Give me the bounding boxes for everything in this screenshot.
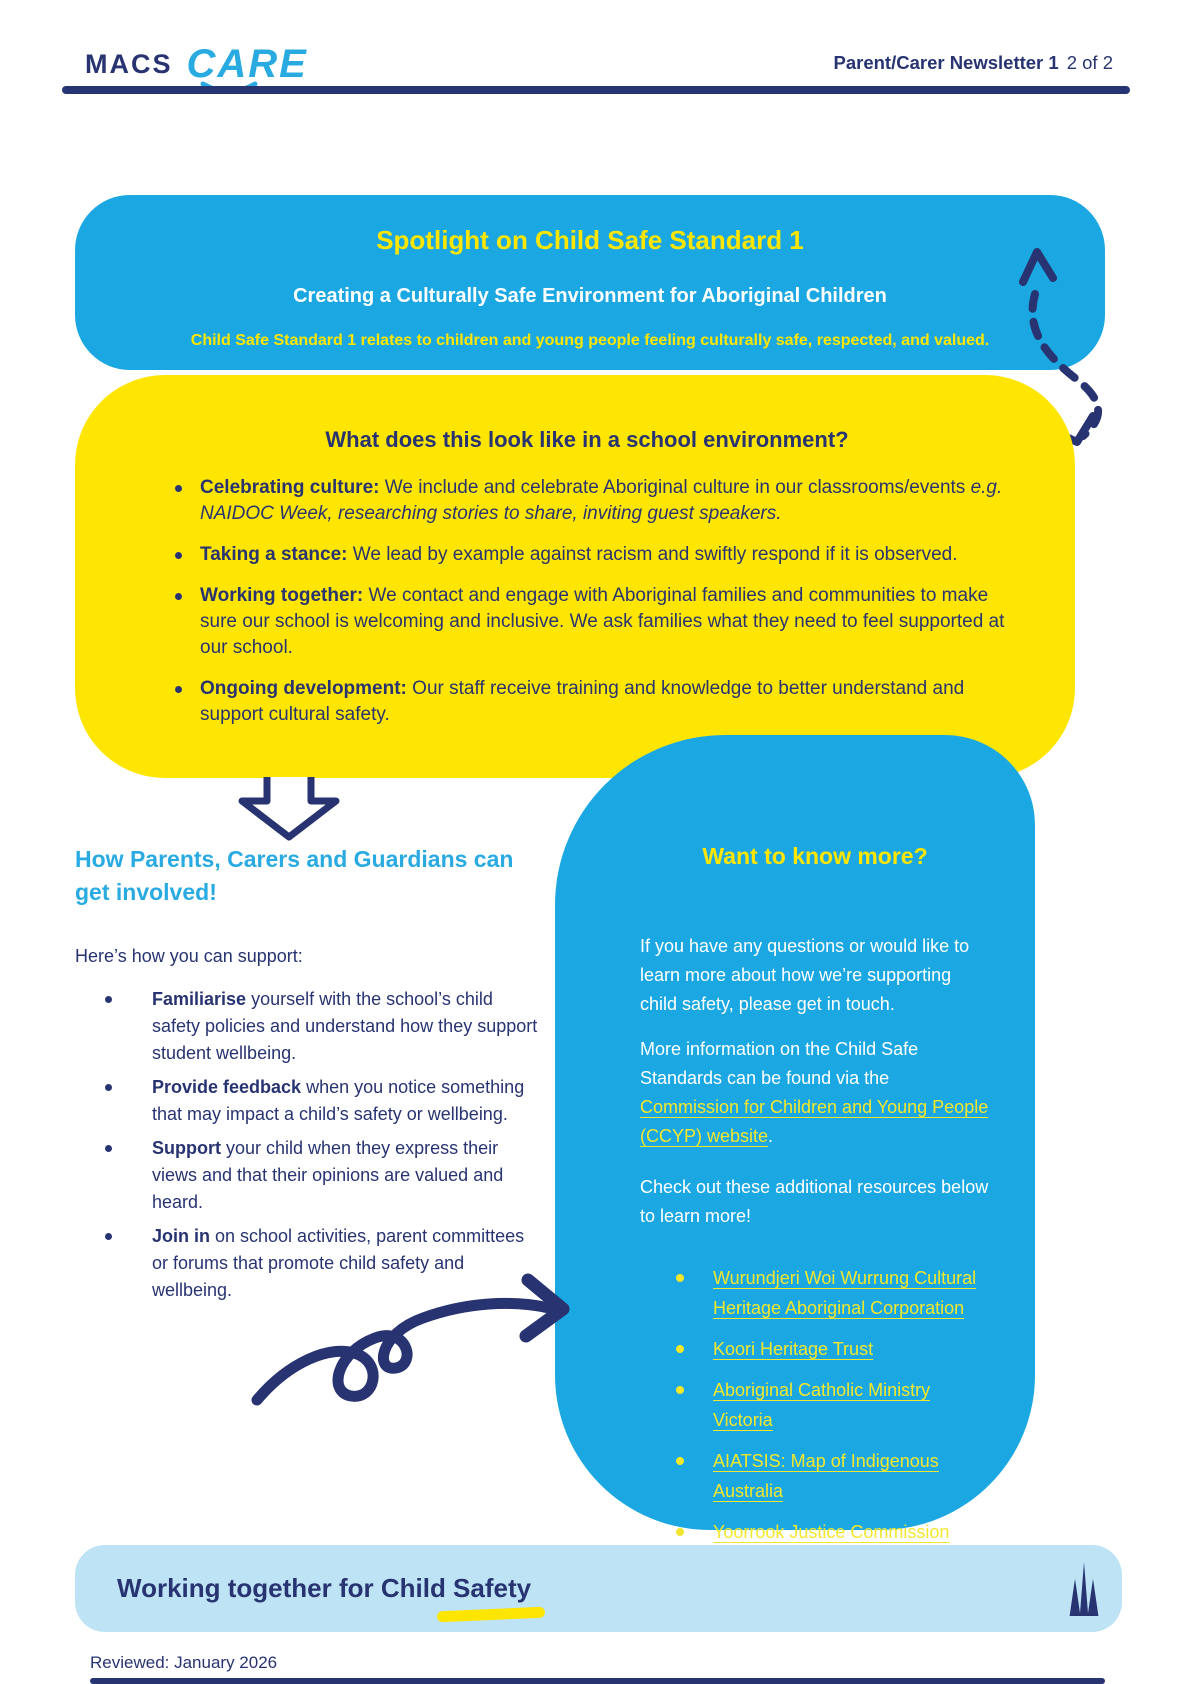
header-divider xyxy=(62,86,1130,94)
footer-banner-text: Working together for Child Safety xyxy=(117,1573,532,1603)
resource-links-list xyxy=(640,1263,990,1547)
list-item: Taking a stance: We lead by example against racism and swiftly respond if it is observed. xyxy=(167,542,1007,568)
curly-arrow-icon xyxy=(245,1252,585,1412)
environment-list xyxy=(167,475,1007,728)
spotlight-subtitle: Creating a Culturally Safe Environment for Aboriginal Children xyxy=(293,285,887,307)
spotlight-description: Child Safe Standard 1 relates to children and young people feeling culturally safe, respected, and valued. xyxy=(190,332,990,349)
list-item: Working together: We contact and engage with Aboriginal families and communities to make sure our school is welcoming and inclusive. We ask families what they need to feel supported at our school. xyxy=(167,583,1007,661)
know-more-paragraph: If you have any questions or would like to learn more about how we’re supporting child safety, please get in touch. xyxy=(640,936,970,1014)
macs-emblem-icon xyxy=(1066,1562,1102,1616)
know-more-heading: Want to know more? xyxy=(702,843,928,869)
down-arrow-icon xyxy=(233,777,345,841)
spotlight-title: Spotlight on Child Safe Standard 1 xyxy=(376,225,804,255)
macs-logo-text: MACS xyxy=(85,49,173,79)
footer-banner xyxy=(75,1545,1122,1632)
newsletter-header xyxy=(834,52,1114,74)
list-item: Celebrating culture: We include and celebrate Aboriginal culture in our classrooms/events e.g. NAIDOC Week, researching stories to share, inviting guest speakers. xyxy=(167,475,1007,527)
list-item: Support your child when they express their views and that their opinions are valued and heard. xyxy=(75,1135,543,1216)
know-more-paragraph: More information on the Child Safe Standards can be found via the Commission for Children and Young People (CCYP) website. xyxy=(640,1039,989,1146)
page-indicator: 2 of 2 xyxy=(1066,52,1113,73)
resource-link-yoorrook[interactable]: Yoorrook Justice Commission xyxy=(713,1522,950,1542)
bottom-bar xyxy=(90,1678,1105,1684)
resource-link-aiatsis-map[interactable]: AIATSIS: Map of Indigenous Australia xyxy=(713,1451,939,1501)
list-item xyxy=(640,1334,990,1364)
list-item: Familiarise yourself with the school’s child safety policies and understand how they support student wellbeing. xyxy=(75,986,543,1067)
know-more-paragraph: Check out these additional resources below to learn more! xyxy=(640,1177,989,1226)
involvement-heading: How Parents, Carers and Guardians can get involved! xyxy=(75,846,514,905)
school-environment-box xyxy=(75,375,1075,778)
list-item: Join in on school activities, parent committees or forums that promote child safety and wellbeing. xyxy=(75,1223,543,1304)
list-item xyxy=(640,1446,990,1506)
highlight-swoosh xyxy=(437,1607,545,1623)
resource-link-aboriginal-catholic-ministry[interactable]: Aboriginal Catholic Ministry Victoria xyxy=(713,1380,931,1430)
resource-link-wurundjeri[interactable]: Wurundjeri Woi Wurrung Cultural Heritage Aboriginal Corporation xyxy=(713,1268,977,1318)
list-item: Ongoing development: Our staff receive training and knowledge to better understand and support cultural safety. xyxy=(167,676,1007,728)
involvement-intro: Here’s how you can support: xyxy=(75,946,303,966)
care-logo xyxy=(187,42,308,87)
list-item: Provide feedback when you notice something that may impact a child’s safety or wellbeing. xyxy=(75,1074,543,1128)
want-to-know-more-box xyxy=(555,735,1035,1542)
care-logo-text: CARE xyxy=(186,42,308,86)
list-item xyxy=(640,1375,990,1435)
ccyp-website-link[interactable]: Commission for Children and Young People (CCYP) website xyxy=(640,1097,989,1146)
spotlight-box xyxy=(75,195,1105,370)
macs-care-logo xyxy=(85,42,308,87)
reviewed-date: Reviewed: January 2026 xyxy=(90,1653,278,1672)
resource-link-koori-heritage-trust[interactable]: Koori Heritage Trust xyxy=(713,1339,874,1359)
environment-heading: What does this look like in a school environment? xyxy=(325,427,849,452)
list-item xyxy=(640,1263,990,1323)
list-item xyxy=(640,1517,990,1547)
newsletter-title: Parent/Carer Newsletter 1 xyxy=(833,52,1059,73)
